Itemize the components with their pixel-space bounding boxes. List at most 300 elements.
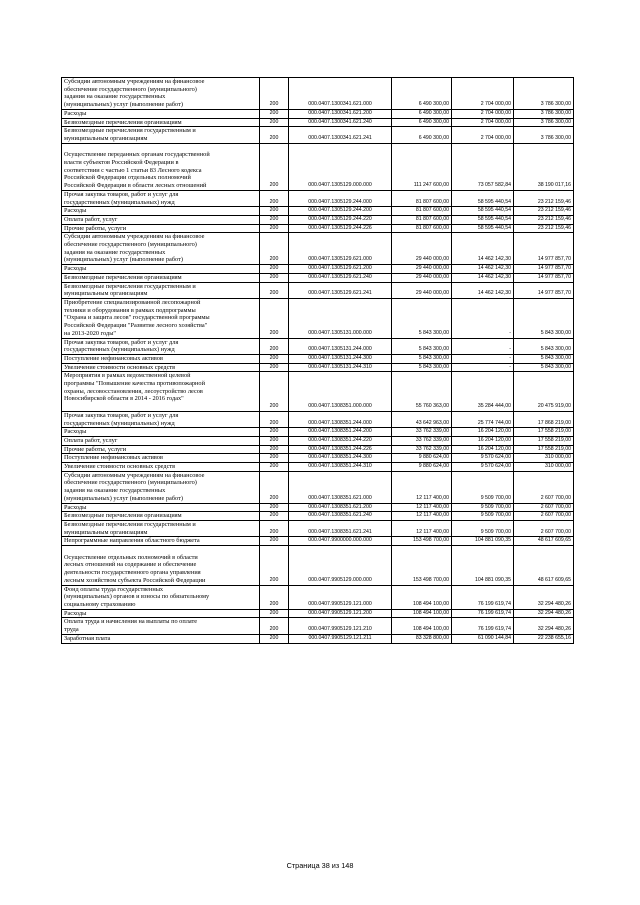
description-line: охраны, лесовосстановления, лесоустройство лесов bbox=[64, 387, 203, 395]
row-approved-amount: 29 440 000,00 bbox=[392, 282, 452, 298]
row-executed-amount: 14 462 142,30 bbox=[452, 282, 514, 298]
row-description bbox=[62, 520, 260, 536]
row-classification-code: 000.0407.9905129.121.210 bbox=[289, 618, 392, 634]
row-line-code: 200 bbox=[260, 546, 289, 586]
row-executed-amount: 14 462 142,30 bbox=[452, 273, 514, 282]
description-line: Расходы bbox=[64, 109, 87, 117]
row-classification-code: 000.0407.9900000.000.000 bbox=[289, 537, 392, 546]
row-description bbox=[62, 273, 260, 282]
row-executed-amount: 9 509 700,00 bbox=[452, 503, 514, 512]
description-line: обеспечение государственного (муниципального) bbox=[64, 479, 197, 487]
row-executed-amount: - bbox=[452, 298, 514, 338]
row-executed-amount: 9 509 700,00 bbox=[452, 512, 514, 521]
row-approved-amount: 108 494 100,00 bbox=[392, 609, 452, 618]
description-line: Расходы bbox=[64, 207, 87, 215]
description-line: задания на оказание государственных bbox=[64, 248, 166, 256]
row-classification-code: 000.0407.1308351.621.000 bbox=[289, 471, 392, 503]
row-executed-amount: 14 462 142,30 bbox=[452, 265, 514, 274]
row-unexecuted-amount: 14 977 857,70 bbox=[514, 233, 574, 265]
row-unexecuted-amount: 2 607 700,00 bbox=[514, 520, 574, 536]
row-unexecuted-amount: 17 558 219,00 bbox=[514, 436, 574, 445]
row-classification-code: 000.0407.1305129.621.241 bbox=[289, 282, 392, 298]
description-line: Оплата работ, услуг bbox=[64, 436, 118, 444]
row-approved-amount: 5 843 300,00 bbox=[392, 298, 452, 338]
description-line: Субсидии автономным учреждениям на финансовое bbox=[64, 233, 205, 241]
description-line: муниципальным организациям bbox=[64, 528, 148, 536]
row-classification-code: 000.0407.9905129.121.200 bbox=[289, 609, 392, 618]
description-line: государственных (муниципальных) нужд bbox=[64, 419, 175, 427]
row-executed-amount: 73 057 582,84 bbox=[452, 143, 514, 190]
row-line-code: 200 bbox=[260, 207, 289, 216]
row-executed-amount: - bbox=[452, 338, 514, 354]
row-executed-amount: 61 090 144,84 bbox=[452, 634, 514, 643]
row-line-code: 200 bbox=[260, 411, 289, 427]
description-line: программы "Повышение качества противопожарной bbox=[64, 380, 205, 388]
row-classification-code: 000.0407.1305129.244.200 bbox=[289, 207, 392, 216]
row-line-code: 200 bbox=[260, 298, 289, 338]
row-line-code: 200 bbox=[260, 354, 289, 363]
row-executed-amount: 58 595 440,54 bbox=[452, 190, 514, 206]
row-line-code: 200 bbox=[260, 520, 289, 536]
row-classification-code: 000.0407.1305131.000.000 bbox=[289, 298, 392, 338]
row-classification-code: 000.0407.1305129.621.000 bbox=[289, 233, 392, 265]
row-description bbox=[62, 503, 260, 512]
description-line: задания на оказание государственных bbox=[64, 93, 166, 101]
description-line: Осуществление переданных органам государственной bbox=[64, 151, 210, 159]
description-line: Фонд оплаты труда государственных bbox=[64, 585, 164, 593]
row-line-code: 200 bbox=[260, 215, 289, 224]
row-classification-code: 000.0407.1305129.244.000 bbox=[289, 190, 392, 206]
row-unexecuted-amount: 14 977 857,70 bbox=[514, 282, 574, 298]
row-line-code: 200 bbox=[260, 143, 289, 190]
description-line: Расходы bbox=[64, 265, 87, 273]
table-row bbox=[62, 265, 574, 274]
row-executed-amount: 58 595 440,54 bbox=[452, 207, 514, 216]
row-description bbox=[62, 471, 260, 503]
row-line-code: 200 bbox=[260, 463, 289, 472]
row-approved-amount: 5 843 300,00 bbox=[392, 363, 452, 372]
row-executed-amount: 14 462 142,30 bbox=[452, 233, 514, 265]
row-unexecuted-amount: 22 238 655,16 bbox=[514, 634, 574, 643]
table-row bbox=[62, 127, 574, 143]
row-classification-code: 000.0407.1308351.621.240 bbox=[289, 512, 392, 521]
description-line: муниципальным организациям bbox=[64, 290, 148, 298]
row-approved-amount: 83 328 800,00 bbox=[392, 634, 452, 643]
description-line: Безвозмездные перечисления организациям bbox=[64, 273, 182, 281]
row-line-code: 200 bbox=[260, 265, 289, 274]
description-line: власти субъектов Российской Федерации в bbox=[64, 159, 179, 167]
row-approved-amount: 9 880 624,00 bbox=[392, 454, 452, 463]
row-classification-code: 000.0407.1305129.244.220 bbox=[289, 215, 392, 224]
row-description bbox=[62, 609, 260, 618]
row-unexecuted-amount: 5 843 300,00 bbox=[514, 363, 574, 372]
description-line: Прочая закупка товаров, работ и услуг для bbox=[64, 338, 179, 346]
row-description bbox=[62, 411, 260, 427]
row-description bbox=[62, 512, 260, 521]
table-row bbox=[62, 372, 574, 412]
row-executed-amount: 58 595 440,54 bbox=[452, 224, 514, 233]
row-executed-amount: 9 570 624,00 bbox=[452, 454, 514, 463]
row-unexecuted-amount: 5 843 300,00 bbox=[514, 338, 574, 354]
row-line-code: 200 bbox=[260, 537, 289, 546]
row-approved-amount: 108 494 100,00 bbox=[392, 585, 452, 609]
description-line: Субсидии автономным учреждениям на финансовое bbox=[64, 471, 205, 479]
row-approved-amount: 81 807 600,00 bbox=[392, 190, 452, 206]
row-line-code: 200 bbox=[260, 445, 289, 454]
row-description bbox=[62, 363, 260, 372]
row-line-code: 200 bbox=[260, 233, 289, 265]
row-executed-amount: 76 199 619,74 bbox=[452, 618, 514, 634]
table-row bbox=[62, 143, 574, 190]
row-classification-code: 000.0407.9905129.121.000 bbox=[289, 585, 392, 609]
row-classification-code: 000.0407.1300341.621.240 bbox=[289, 118, 392, 127]
row-line-code: 200 bbox=[260, 273, 289, 282]
row-classification-code: 000.0407.1300341.621.000 bbox=[289, 78, 392, 110]
row-unexecuted-amount: 310 000,00 bbox=[514, 454, 574, 463]
row-approved-amount: 81 807 600,00 bbox=[392, 224, 452, 233]
row-executed-amount: 2 704 000,00 bbox=[452, 78, 514, 110]
row-description bbox=[62, 143, 260, 190]
row-description bbox=[62, 118, 260, 127]
row-description bbox=[62, 354, 260, 363]
description-line: Расходы bbox=[64, 609, 87, 617]
row-unexecuted-amount: 23 212 159,46 bbox=[514, 190, 574, 206]
row-unexecuted-amount: 14 977 857,70 bbox=[514, 265, 574, 274]
row-executed-amount: 2 704 000,00 bbox=[452, 109, 514, 118]
row-description bbox=[62, 224, 260, 233]
row-unexecuted-amount: 5 843 300,00 bbox=[514, 354, 574, 363]
description-line: труда bbox=[64, 626, 79, 634]
row-line-code: 200 bbox=[260, 127, 289, 143]
description-line: обеспечение государственного (муниципального) bbox=[64, 241, 197, 249]
row-unexecuted-amount: 23 212 159,46 bbox=[514, 215, 574, 224]
row-line-code: 200 bbox=[260, 503, 289, 512]
description-line: Поступление нефинансовых активов bbox=[64, 454, 163, 462]
description-line: Мероприятия в рамках ведомственной целевой bbox=[64, 372, 191, 380]
row-executed-amount: 16 204 120,00 bbox=[452, 445, 514, 454]
row-unexecuted-amount: 2 607 700,00 bbox=[514, 471, 574, 503]
table-row bbox=[62, 537, 574, 546]
table-row bbox=[62, 428, 574, 437]
row-description bbox=[62, 190, 260, 206]
row-description bbox=[62, 445, 260, 454]
row-unexecuted-amount: 3 786 300,00 bbox=[514, 118, 574, 127]
row-description bbox=[62, 463, 260, 472]
description-line: Прочая закупка товаров, работ и услуг для bbox=[64, 411, 179, 419]
row-executed-amount: - bbox=[452, 354, 514, 363]
description-line: лесных отношений на содержание и обеспечение bbox=[64, 561, 197, 569]
row-approved-amount: 81 807 600,00 bbox=[392, 215, 452, 224]
row-approved-amount: 29 440 000,00 bbox=[392, 265, 452, 274]
description-line: Безвозмездные перечисления организациям bbox=[64, 512, 182, 520]
description-line: соответствии с частью 1 статьи 83 Лесного кодекса bbox=[64, 166, 202, 174]
page-number: Страница 38 из 148 bbox=[286, 861, 354, 870]
row-classification-code: 000.0407.9905129.121.211 bbox=[289, 634, 392, 643]
row-description bbox=[62, 436, 260, 445]
table-row bbox=[62, 471, 574, 503]
table-row bbox=[62, 109, 574, 118]
row-executed-amount: 9 570 624,00 bbox=[452, 463, 514, 472]
table-row bbox=[62, 207, 574, 216]
row-unexecuted-amount: 23 212 159,46 bbox=[514, 224, 574, 233]
description-line: Оплата работ, услуг bbox=[64, 215, 118, 223]
row-classification-code: 000.0407.1308351.621.241 bbox=[289, 520, 392, 536]
table-row bbox=[62, 546, 574, 586]
row-line-code: 200 bbox=[260, 109, 289, 118]
row-description bbox=[62, 428, 260, 437]
row-unexecuted-amount: 5 843 300,00 bbox=[514, 298, 574, 338]
row-executed-amount: 104 881 090,35 bbox=[452, 546, 514, 586]
row-approved-amount: 33 762 339,00 bbox=[392, 428, 452, 437]
table-row bbox=[62, 354, 574, 363]
row-unexecuted-amount: 3 786 300,00 bbox=[514, 78, 574, 110]
table-row bbox=[62, 463, 574, 472]
row-approved-amount: 108 494 100,00 bbox=[392, 618, 452, 634]
description-line: лесным хозяйством субъекта Российской Федерации bbox=[64, 576, 206, 584]
row-line-code: 200 bbox=[260, 454, 289, 463]
row-unexecuted-amount: 17 558 219,00 bbox=[514, 445, 574, 454]
table-row bbox=[62, 585, 574, 609]
row-description bbox=[62, 298, 260, 338]
row-unexecuted-amount: 3 786 300,00 bbox=[514, 127, 574, 143]
table-row bbox=[62, 618, 574, 634]
budget-table bbox=[61, 77, 574, 644]
row-line-code: 200 bbox=[260, 618, 289, 634]
row-approved-amount: 29 440 000,00 bbox=[392, 273, 452, 282]
row-approved-amount: 111 247 600,00 bbox=[392, 143, 452, 190]
row-executed-amount: 35 284 444,00 bbox=[452, 372, 514, 412]
table-row bbox=[62, 190, 574, 206]
row-executed-amount: 58 595 440,54 bbox=[452, 215, 514, 224]
row-description bbox=[62, 233, 260, 265]
row-unexecuted-amount: 48 617 609,65 bbox=[514, 537, 574, 546]
table-row bbox=[62, 503, 574, 512]
row-classification-code: 000.0407.1308351.621.200 bbox=[289, 503, 392, 512]
row-approved-amount: 6 490 300,00 bbox=[392, 78, 452, 110]
description-line: Заработная плата bbox=[64, 634, 111, 642]
description-line: деятельности государственного органа управления bbox=[64, 569, 201, 577]
row-classification-code: 000.0407.1308351.244.000 bbox=[289, 411, 392, 427]
row-unexecuted-amount: 17 558 219,00 bbox=[514, 428, 574, 437]
row-executed-amount: 76 199 619,74 bbox=[452, 585, 514, 609]
row-line-code: 200 bbox=[260, 634, 289, 643]
row-approved-amount: 153 498 700,00 bbox=[392, 537, 452, 546]
description-line: обеспечение государственного (муниципального) bbox=[64, 85, 197, 93]
row-unexecuted-amount: 48 617 609,65 bbox=[514, 546, 574, 586]
description-line: Увеличение стоимости основных средств bbox=[64, 363, 176, 371]
row-approved-amount: 6 490 300,00 bbox=[392, 127, 452, 143]
row-approved-amount: 43 642 963,00 bbox=[392, 411, 452, 427]
row-classification-code: 000.0407.1305131.244.000 bbox=[289, 338, 392, 354]
description-line: Оплата труда и начисления на выплаты по оплате bbox=[64, 618, 198, 626]
description-line: государственных (муниципальных) нужд bbox=[64, 198, 175, 206]
row-line-code: 200 bbox=[260, 190, 289, 206]
row-unexecuted-amount: 20 475 919,00 bbox=[514, 372, 574, 412]
row-classification-code: 000.0407.1308351.244.300 bbox=[289, 454, 392, 463]
table-row bbox=[62, 454, 574, 463]
description-line: государственных (муниципальных) нужд bbox=[64, 346, 175, 354]
table-row bbox=[62, 298, 574, 338]
table-row bbox=[62, 411, 574, 427]
row-classification-code: 000.0407.1305129.621.240 bbox=[289, 273, 392, 282]
row-description bbox=[62, 109, 260, 118]
row-unexecuted-amount: 2 607 700,00 bbox=[514, 512, 574, 521]
row-executed-amount: 104 881 090,35 bbox=[452, 537, 514, 546]
row-line-code: 200 bbox=[260, 118, 289, 127]
table-row bbox=[62, 445, 574, 454]
row-unexecuted-amount: 17 868 219,00 bbox=[514, 411, 574, 427]
description-line: задания на оказание государственных bbox=[64, 487, 166, 495]
row-approved-amount: 55 760 363,00 bbox=[392, 372, 452, 412]
row-classification-code: 000.0407.1308351.000.000 bbox=[289, 372, 392, 412]
row-classification-code: 000.0407.1305129.000.000 bbox=[289, 143, 392, 190]
row-description bbox=[62, 207, 260, 216]
description-line: Российской Федерации "Развитие лесного хозяйства" bbox=[64, 322, 208, 330]
row-unexecuted-amount: 14 977 857,70 bbox=[514, 273, 574, 282]
description-line: Новосибирской области в 2014 - 2016 годах" bbox=[64, 395, 184, 403]
row-unexecuted-amount: 2 607 700,00 bbox=[514, 503, 574, 512]
description-line: Непрограммные направления областного бюджета bbox=[64, 537, 200, 545]
row-approved-amount: 6 490 300,00 bbox=[392, 118, 452, 127]
description-line: техники и оборудования в рамках подпрограммы bbox=[64, 306, 196, 314]
row-unexecuted-amount: 23 212 159,46 bbox=[514, 207, 574, 216]
row-classification-code: 000.0407.1305129.244.226 bbox=[289, 224, 392, 233]
table-row bbox=[62, 118, 574, 127]
description-line: (муниципальных) услуг (выполнение работ) bbox=[64, 494, 183, 502]
row-approved-amount: 81 807 600,00 bbox=[392, 207, 452, 216]
row-executed-amount: - bbox=[452, 363, 514, 372]
description-line: Расходы bbox=[64, 428, 87, 436]
description-line: Российской Федерации отдельных полномочий bbox=[64, 174, 191, 182]
row-line-code: 200 bbox=[260, 609, 289, 618]
row-description bbox=[62, 338, 260, 354]
row-classification-code: 000.0407.1305131.244.310 bbox=[289, 363, 392, 372]
description-line: (муниципальных) органов и взносы по обязательному bbox=[64, 593, 210, 601]
row-line-code: 200 bbox=[260, 471, 289, 503]
row-executed-amount: 9 509 700,00 bbox=[452, 520, 514, 536]
row-description bbox=[62, 127, 260, 143]
description-line bbox=[64, 403, 257, 411]
table-row bbox=[62, 233, 574, 265]
row-executed-amount: 2 704 000,00 bbox=[452, 118, 514, 127]
row-description bbox=[62, 265, 260, 274]
row-approved-amount: 5 843 300,00 bbox=[392, 354, 452, 363]
table-row bbox=[62, 224, 574, 233]
row-executed-amount: 9 509 700,00 bbox=[452, 471, 514, 503]
row-description bbox=[62, 585, 260, 609]
row-description bbox=[62, 78, 260, 110]
row-description bbox=[62, 372, 260, 412]
row-classification-code: 000.0407.1308351.244.310 bbox=[289, 463, 392, 472]
description-line: Безвозмездные перечисления государственным и bbox=[64, 282, 196, 290]
row-line-code: 200 bbox=[260, 436, 289, 445]
table-row bbox=[62, 78, 574, 110]
row-executed-amount: 2 704 000,00 bbox=[452, 127, 514, 143]
row-description bbox=[62, 215, 260, 224]
row-approved-amount: 29 440 000,00 bbox=[392, 233, 452, 265]
table-row bbox=[62, 363, 574, 372]
table-row bbox=[62, 520, 574, 536]
row-approved-amount: 33 762 339,00 bbox=[392, 436, 452, 445]
description-line: социальному страхованию bbox=[64, 601, 136, 608]
row-classification-code: 000.0407.1300341.621.200 bbox=[289, 109, 392, 118]
row-unexecuted-amount: 310 000,00 bbox=[514, 463, 574, 472]
description-line: Увеличение стоимости основных средств bbox=[64, 463, 176, 471]
row-executed-amount: 16 204 120,00 bbox=[452, 436, 514, 445]
row-unexecuted-amount: 32 294 480,26 bbox=[514, 618, 574, 634]
row-line-code: 200 bbox=[260, 363, 289, 372]
description-line: Безвозмездные перечисления государственным и bbox=[64, 520, 196, 528]
description-line bbox=[64, 546, 257, 554]
description-line: Приобретение специализированной лесопожарной bbox=[64, 298, 201, 306]
description-line: Осуществление отдельных полномочий в области bbox=[64, 553, 198, 561]
row-classification-code: 000.0407.1305131.244.300 bbox=[289, 354, 392, 363]
description-line: Прочие работы, услуги bbox=[64, 445, 127, 453]
description-line: Расходы bbox=[64, 503, 87, 511]
row-unexecuted-amount: 32 294 480,26 bbox=[514, 585, 574, 609]
row-line-code: 200 bbox=[260, 585, 289, 609]
row-approved-amount: 12 117 400,00 bbox=[392, 512, 452, 521]
row-approved-amount: 5 843 300,00 bbox=[392, 338, 452, 354]
table-row bbox=[62, 512, 574, 521]
row-classification-code: 000.0407.1308351.244.220 bbox=[289, 436, 392, 445]
row-line-code: 200 bbox=[260, 282, 289, 298]
row-unexecuted-amount: 3 786 300,00 bbox=[514, 109, 574, 118]
description-line: муниципальным организациям bbox=[64, 134, 148, 142]
row-description bbox=[62, 537, 260, 546]
row-approved-amount: 153 498 700,00 bbox=[392, 546, 452, 586]
description-line: Безвозмездные перечисления организациям bbox=[64, 118, 182, 126]
row-line-code: 200 bbox=[260, 224, 289, 233]
table-row bbox=[62, 634, 574, 643]
table-row bbox=[62, 215, 574, 224]
row-line-code: 200 bbox=[260, 512, 289, 521]
row-line-code: 200 bbox=[260, 428, 289, 437]
row-approved-amount: 12 117 400,00 bbox=[392, 503, 452, 512]
table-row bbox=[62, 282, 574, 298]
row-line-code: 200 bbox=[260, 78, 289, 110]
row-approved-amount: 12 117 400,00 bbox=[392, 471, 452, 503]
budget-table-body bbox=[62, 78, 574, 644]
row-classification-code: 000.0407.1300341.621.241 bbox=[289, 127, 392, 143]
row-description bbox=[62, 282, 260, 298]
description-line bbox=[64, 144, 257, 152]
row-line-code: 200 bbox=[260, 372, 289, 412]
description-line: Прочие работы, услуги bbox=[64, 224, 127, 232]
row-description bbox=[62, 546, 260, 586]
description-line: (муниципальных) услуг (выполнение работ) bbox=[64, 256, 183, 264]
description-line: Российской Федерации в области лесных отношений bbox=[64, 182, 207, 190]
description-line: (муниципальных) услуг (выполнение работ) bbox=[64, 101, 183, 109]
row-approved-amount: 6 490 300,00 bbox=[392, 109, 452, 118]
row-classification-code: 000.0407.1308351.244.226 bbox=[289, 445, 392, 454]
description-line: Субсидии автономным учреждениям на финансовое bbox=[64, 78, 205, 85]
table-row bbox=[62, 609, 574, 618]
row-executed-amount: 25 774 744,00 bbox=[452, 411, 514, 427]
description-line: Безвозмездные перечисления государственным и bbox=[64, 127, 196, 135]
table-row bbox=[62, 338, 574, 354]
description-line: "Охрана и защита лесов" государственной программы bbox=[64, 314, 210, 322]
row-executed-amount: 76 199 619,74 bbox=[452, 609, 514, 618]
row-classification-code: 000.0407.1305129.621.200 bbox=[289, 265, 392, 274]
row-executed-amount: 16 204 120,00 bbox=[452, 428, 514, 437]
row-description bbox=[62, 454, 260, 463]
row-description bbox=[62, 618, 260, 634]
description-line: Прочая закупка товаров, работ и услуг для bbox=[64, 190, 179, 198]
row-approved-amount: 12 117 400,00 bbox=[392, 520, 452, 536]
row-classification-code: 000.0407.1308351.244.200 bbox=[289, 428, 392, 437]
row-approved-amount: 33 762 339,00 bbox=[392, 445, 452, 454]
